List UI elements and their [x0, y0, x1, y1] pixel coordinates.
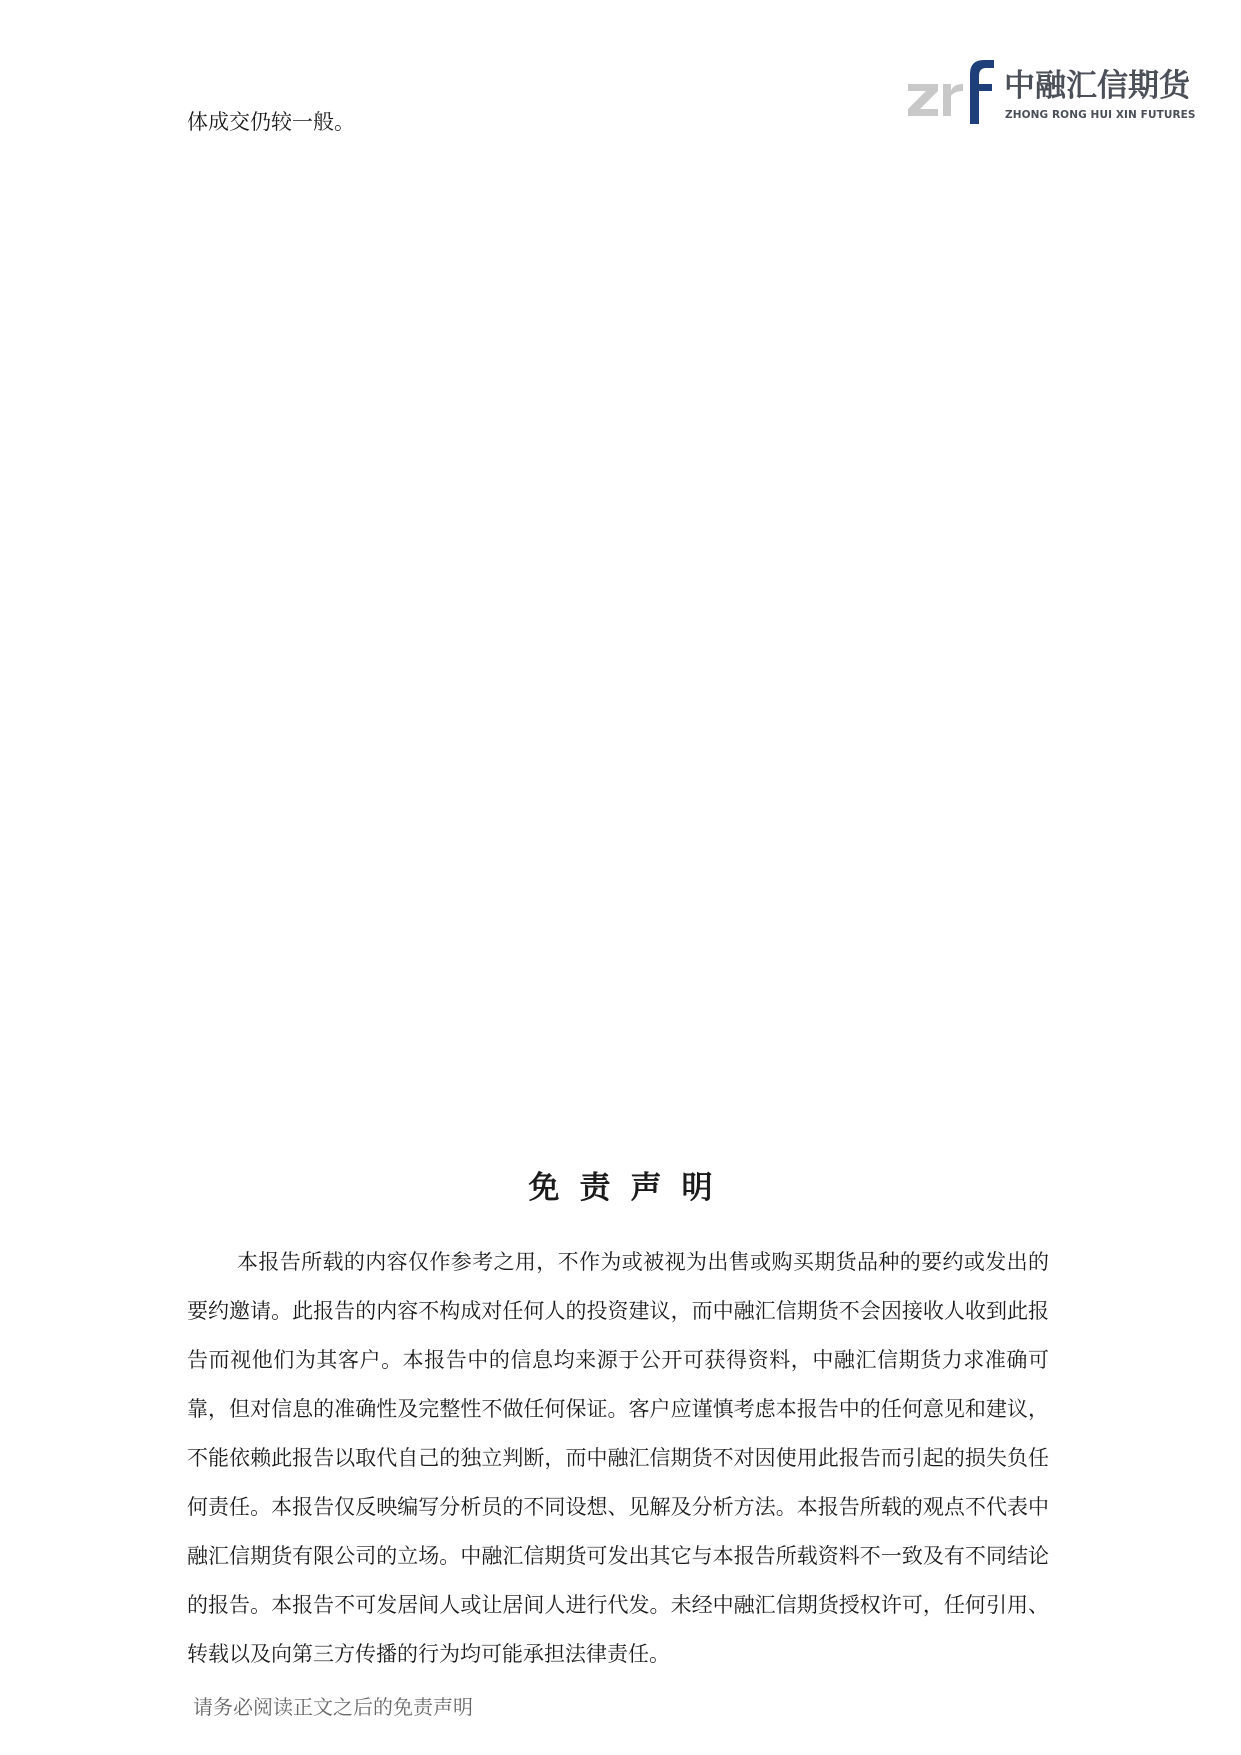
company-logo	[908, 58, 1196, 128]
logo-company-name-en: ZHONG RONG HUI XIN FUTURES	[1005, 109, 1196, 121]
footer-disclaimer-note: 请务必阅读正文之后的免责声明	[193, 1695, 473, 1719]
body-text-continuation: 体成交仍较一般。	[187, 110, 355, 134]
logo-company-name-cn: 中融汇信期货	[1004, 68, 1190, 104]
zrf-logo-mark-icon	[908, 58, 1004, 124]
disclaimer-body: 本报告所载的内容仅作参考之用，不作为或被视为出售或购买期货品种的要约或发出的要约邀请。此报告的内容不构成对任何人的投资建议，而中融汇信期货不会因接收人收到此报告而视他们为其客户。本报告中的信息均来源于公开可获得资料，中融汇信期货力求准确可靠，但对信息的准确性及完整性不做任何保证。客户应谨慎考虑本报告中的任何意见和建议，不能依赖此报告以取代自己的独立判断，而中融汇信期货不对因使用此报告而引起的损失负任何责任。本报告仅反映编写分析员的不同设想、见解及分析方法。本报告所载的观点不代表中融汇信期货有限公司的立场。中融汇信期货可发出其它与本报告所载资料不一致及有不同结论的报告。本报告不可发居间人或让居间人进行代发。未经中融汇信期货授权许可，任何引用、转载以及向第三方传播的行为均可能承担法律责任。	[187, 1250, 1049, 1666]
disclaimer-title: 免责声明	[528, 1170, 733, 1206]
